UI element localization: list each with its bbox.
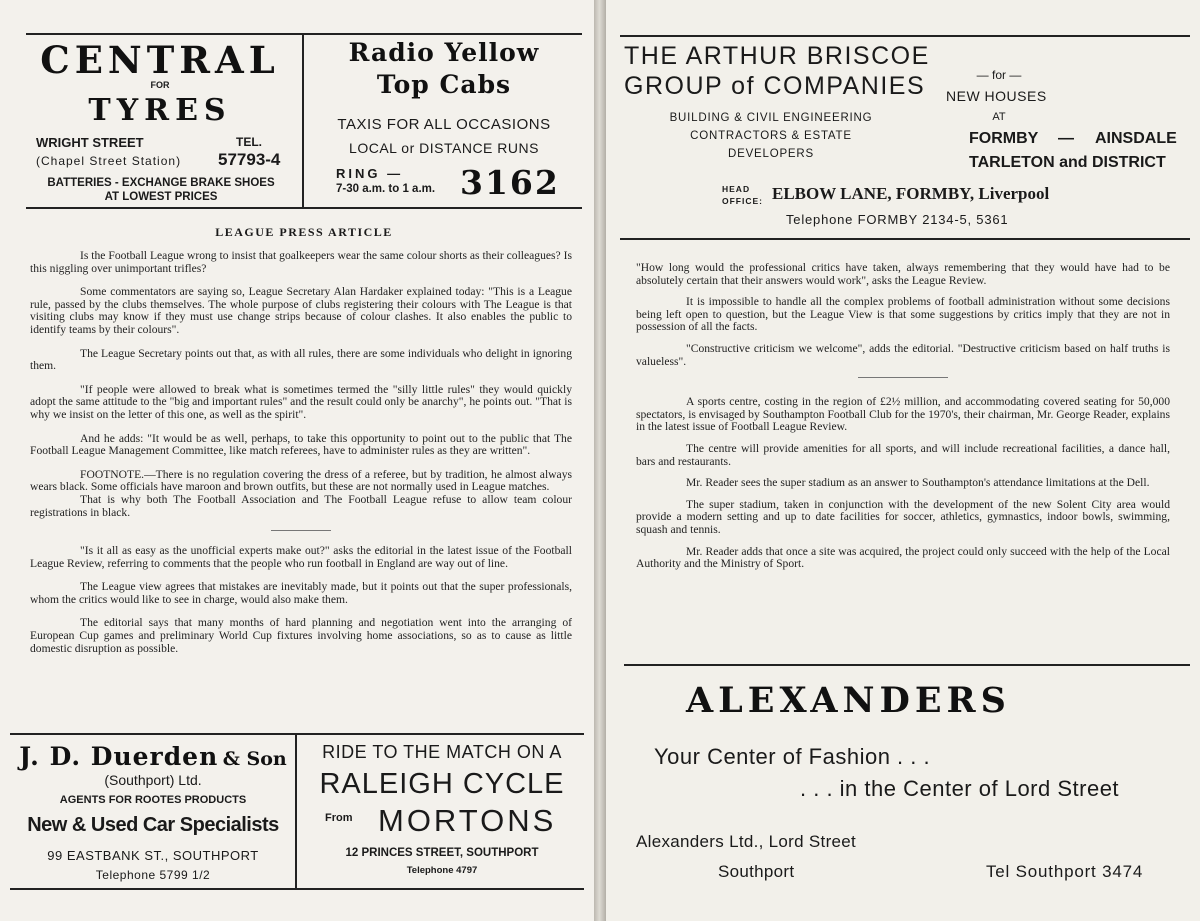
- article-paragraph: Is the Football League wrong to insist that goalkeepers wear the same colour shorts as their colleagues? Is this niggling over unimportant trifles?: [30, 249, 572, 275]
- briscoe-telephone: Telephone FORMBY 2134-5, 5361: [786, 212, 1009, 227]
- section-divider: [271, 530, 331, 531]
- central-tagline-2: AT LOWEST PRICES: [104, 191, 218, 203]
- article-paragraph: The editorial says that many months of hard planning and negotiation went into the arranging of European Cup games and preliminary World Cup fixtures involving home associations, so as to cause as little domestic disruption as possible.: [30, 616, 572, 655]
- mortons-line-2: RALEIGH CYCLE: [319, 768, 565, 800]
- league-press-article: [30, 250, 572, 666]
- radio-number: 3162: [460, 163, 560, 202]
- duerden-ltd: (Southport) Ltd.: [104, 772, 202, 788]
- briscoe-services-3: DEVELOPERS: [728, 148, 814, 160]
- article-paragraph: Mr. Reader sees the super stadium as an answer to Southampton's attendance limitations at the Dell.: [686, 476, 1150, 490]
- article-paragraph: "Constructive criticism we welcome", adds the editorial. "Destructive criticism based on half truths is valueless".: [636, 341, 1170, 368]
- article-paragraph: "If people were allowed to break what is sometimes termed the "silly little rules" they would quickly adopt the same attitude to the "big and important rules" and the result could only be anarchy", he points out. "That is why we insist on the letter of this one, as well as the spirit".: [30, 382, 572, 421]
- central-tel: 57793-4: [218, 150, 281, 169]
- central-title: CENTRAL: [40, 38, 280, 82]
- top-rule: [620, 35, 1190, 37]
- briscoe-dash: —: [1058, 130, 1074, 147]
- footer-bottom-rule: [10, 888, 584, 890]
- briscoe-services-2: CONTRACTORS & ESTATE: [690, 130, 852, 142]
- radio-ring: RING —: [336, 166, 404, 181]
- article-paragraph: And he adds: "It would be as well, perhaps, to take this opportunity to point out to the public that The Football League Management Committee, like match referees, have to administer rules as they are written".: [30, 431, 572, 458]
- briscoe-place-tarleton: TARLETON and DISTRICT: [969, 154, 1166, 171]
- briscoe-title-2: GROUP of COMPANIES: [624, 72, 926, 100]
- section-divider: [858, 377, 948, 378]
- article-heading: LEAGUE PRESS ARTICLE: [215, 225, 393, 239]
- duerden-and-son: & Son: [222, 748, 287, 770]
- alexanders-company: Alexanders Ltd., Lord Street: [636, 832, 857, 851]
- page-spine: [594, 0, 606, 921]
- article-paragraph: Some commentators are saying so, League Secretary Alan Hardaker explained today: "This is a League rule, passed by the clubs themselves. The whole purpose of clubs registering their colours with The League is that visiting clubs may know if they must use change strips because of colour clashes. It also enables the public to identify teams by their colours".: [30, 285, 572, 336]
- alexanders-slogan-2: . . . in the Center of Lord Street: [800, 776, 1120, 801]
- duerden-name: J. D. Duerden: [19, 742, 219, 771]
- article-paragraph: The centre will provide amenities for all sports, and will include recreational facilities, a dance hall, bars and restaurants.: [636, 441, 1170, 468]
- footer-divider: [295, 733, 297, 888]
- central-street: WRIGHT STREET: [36, 135, 144, 150]
- tyres-title: TYRES: [88, 93, 232, 128]
- article-paragraph: A sports centre, costing in the region of £2½ million, and accommodating covered seating for 50,000 spectators, is envisaged by Southampton Football Club for the 1970's, their chairman, Mr. George Reader, explains in the latest issue of Football League Review.: [636, 395, 1170, 434]
- mortons-name: MORTONS: [378, 803, 557, 838]
- briscoe-head: HEAD: [722, 184, 751, 194]
- alexanders-title: ALEXANDERS: [686, 680, 1011, 721]
- briscoe-services-1: BUILDING & CIVIL ENGINEERING: [669, 112, 873, 124]
- left-page: [0, 0, 594, 921]
- mortons-line-1: RIDE TO THE MATCH ON A: [322, 742, 562, 762]
- header-bottom-rule: [26, 207, 582, 209]
- article-paragraph: The League view agrees that mistakes are inevitably made, but it points out that the super professionals, whom the critics would like to see in charge, would also make them.: [30, 580, 572, 606]
- right-page: [606, 0, 1200, 921]
- article-paragraph: The super stadium, taken in conjunction with the development of the new Solent City area would provide a modern setting and up to date facilities for soccer, athletics, gymnastics, indoor bowls, swimming, squash and tennis.: [636, 497, 1170, 536]
- radio-line-1: TAXIS FOR ALL OCCASIONS: [337, 116, 551, 133]
- briscoe-title-1: THE ARTHUR BRISCOE: [624, 42, 930, 70]
- header-bottom-rule: [620, 238, 1190, 240]
- top-rule: [26, 33, 582, 35]
- briscoe-place-formby: FORMBY: [969, 130, 1039, 147]
- article-paragraph: Mr. Reader adds that once a site was acquired, the project could only succeed with the help of the Local Authority and the Ministry of Sport.: [636, 544, 1170, 571]
- alexanders-telephone: Tel Southport 3474: [986, 862, 1144, 881]
- central-station: (Chapel Street Station): [36, 154, 182, 168]
- footer-top-rule: [10, 733, 584, 735]
- briscoe-new-houses: NEW HOUSES: [946, 88, 1047, 104]
- mortons-address: 12 PRINCES STREET, SOUTHPORT: [345, 847, 539, 859]
- briscoe-office: OFFICE:: [722, 196, 763, 206]
- radio-title-2: Top Cabs: [376, 70, 512, 99]
- radio-line-2: LOCAL or DISTANCE RUNS: [349, 140, 539, 156]
- article-paragraph: It is impossible to handle all the complex problems of football administration without some decisions being left open to question, but the League View is that some suggestions by critics imply that they are not in possession of all the facts.: [636, 295, 1170, 334]
- article-paragraph: "How long would the professional critics have taken, always remembering that they would have had to be absolutely certain that their answers would work", asks the League Review.: [636, 261, 1170, 287]
- duerden-telephone: Telephone 5799 1/2: [95, 868, 211, 882]
- duerden-title-row: [12, 742, 294, 771]
- radio-hours: 7-30 a.m. to 1 a.m.: [336, 183, 436, 195]
- alexanders-slogan-1: Your Center of Fashion . . .: [654, 744, 931, 769]
- article-paragraph: That is why both The Football Association and The Football League refuse to allow team colour registrations in black.: [30, 492, 572, 519]
- central-for: FOR: [150, 80, 170, 90]
- alexanders-top-rule: [624, 664, 1190, 666]
- footnote-paragraph: FOOTNOTE.—There is no regulation covering the dress of a referee, but by tradition, he almost always wears black. Some officials have maroon and brown outfits, but these are not normally used in League matches.: [30, 467, 572, 494]
- duerden-agents: AGENTS FOR ROOTES PRODUCTS: [59, 794, 247, 806]
- central-tagline-1: BATTERIES - EXCHANGE BRAKE SHOES: [47, 177, 275, 189]
- briscoe-place-ainsdale-label: AINSDALE: [1095, 130, 1177, 147]
- duerden-specialists: New & Used Car Specialists: [27, 814, 279, 836]
- briscoe-for: — for —: [976, 68, 1022, 82]
- duerden-address: 99 EASTBANK ST., SOUTHPORT: [47, 848, 259, 863]
- briscoe-at: AT: [992, 111, 1006, 123]
- mortons-telephone: Telephone 4797: [406, 865, 478, 876]
- alexanders-town: Southport: [718, 862, 795, 881]
- article-paragraph: "Is it all as easy as the unofficial experts make out?" asks the editorial in the latest issue of the Football League Review, referring to comments that the people who run football in England are way out of line.: [30, 544, 572, 570]
- mortons-from: From: [325, 812, 353, 824]
- league-review-article: [636, 262, 1170, 580]
- article-paragraph: The League Secretary points out that, as with all rules, there are some individuals who delight in ignoring them.: [30, 346, 572, 373]
- ad-divider: [302, 33, 304, 207]
- radio-title-1: Radio Yellow: [348, 38, 540, 67]
- briscoe-address: ELBOW LANE, FORMBY, Liverpool: [772, 184, 1050, 203]
- central-tel-label: TEL.: [236, 135, 262, 149]
